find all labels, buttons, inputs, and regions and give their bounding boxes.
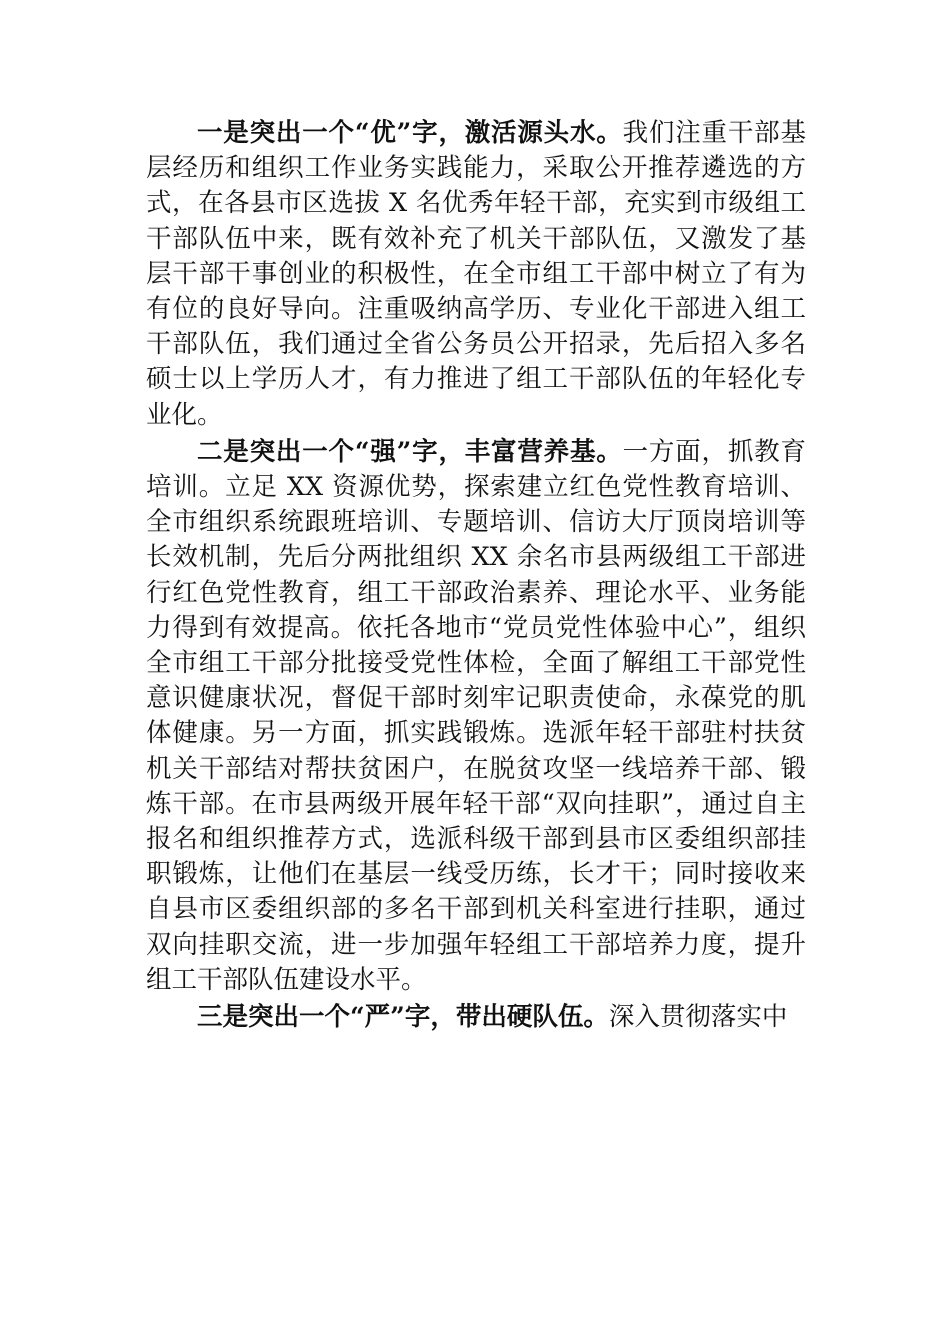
paragraph-yanzi <box>146 1000 806 1035</box>
paragraph-heading: 二是突出一个“强”字，丰富营养基。 <box>197 436 623 467</box>
paragraph-text: 一方面，抓教育培训。立足 XX 资源优势，探索建立红色党性教育培训、全市组织系统跟班培训、专题培训、信访大厅顶岗培训等长效机制，先后分两批组织 XX 余名市县两级组工干部进行红色党性教育，组工干部政治素养、理论水平、业务能力得到有效提高。依托各地市“党员党性体验中心”，组织全市组工干部分批接受党性体检，全面了解组工干部党性意识健康状况，督促干部时刻牢记职责使命，永葆党的肌体健康。另一方面，抓实践锻炼。选派年轻干部驻村扶贫机关干部结对帮扶贫困户，在脱贫攻坚一线培养干部、锻炼干部。在市县两级开展年轻干部“双向挂职”，通过自主报名和组织推荐方式，选派科级干部到县市区委组织部挂职锻炼，让他们在基层一线受历练，长才干；同时接收来自县市区委组织部的多名干部到机关科室进行挂职，通过双向挂职交流，进一步加强年轻组工干部培养力度，提升组工干部队伍建设水平。 <box>146 436 806 995</box>
paragraph-heading: 一是突出一个“优”字，激活源头水。 <box>197 118 623 148</box>
paragraph-text: 我们注重干部基层经历和组织工作业务实践能力，采取公开推荐遴选的方式，在各县市区选拔 X 名优秀年轻干部，充实到市级组工干部队伍中来，既有效补充了机关干部队伍，又激发了基层干部干事创业的积极性，在全市组工干部中树立了有为有位的良好导向。注重吸纳高学历、专业化干部进入组工干部队伍，我们通过全省公务员公开招录，先后招入多名硕士以上学历人才，有力推进了组工干部队伍的年轻化专业化。 <box>146 118 806 430</box>
paragraph-heading: 三是突出一个“严”字，带出硬队伍。 <box>197 1002 609 1033</box>
paragraph-youzi <box>146 116 806 433</box>
paragraph-text: 深入贯彻落实中 <box>608 1002 788 1033</box>
document-body <box>146 116 806 1037</box>
paragraph-qiangzi <box>146 435 806 998</box>
